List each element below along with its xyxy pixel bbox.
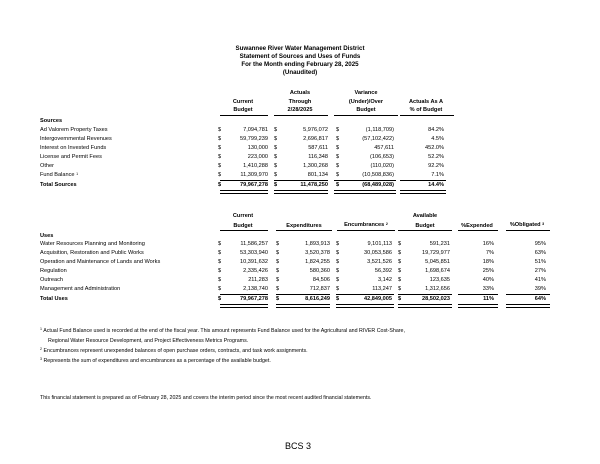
source-actual: 801,134 bbox=[307, 172, 328, 178]
dollar-sign: $ bbox=[218, 259, 222, 265]
dollar-sign: $ bbox=[336, 286, 340, 292]
total-uses-budget: 79,967,278 bbox=[240, 296, 268, 302]
dollar-sign: $ bbox=[274, 172, 278, 178]
use-encumbrances: 3,521,526 bbox=[367, 259, 392, 265]
dollar-sign: $ bbox=[218, 145, 222, 151]
use-encumbrances: 3,142 bbox=[378, 277, 392, 283]
report-title-line1: Suwannee River Water Management District bbox=[235, 45, 365, 52]
source-variance: (110,020) bbox=[370, 163, 394, 169]
source-variance: (10,508,836) bbox=[362, 172, 394, 178]
dollar-sign: $ bbox=[398, 241, 402, 247]
use-pct-expended: 40% bbox=[482, 277, 494, 283]
footnote-1-continued: Regional Water Resource Development, and Project Effectiveness Metrics Programs. bbox=[48, 338, 249, 344]
dollar-sign: $ bbox=[336, 127, 340, 133]
use-pct-expended: 18% bbox=[482, 259, 494, 265]
dollar-sign: $ bbox=[398, 250, 402, 256]
report-title-line4: (Unaudited) bbox=[282, 69, 318, 76]
col-date-label: 2/28/2025 bbox=[287, 107, 313, 113]
use-expenditures: 3,520,378 bbox=[305, 250, 330, 256]
col-current-label: Current bbox=[232, 99, 254, 105]
use-budget: 2,335,426 bbox=[243, 268, 268, 274]
uses-col-encumbrances-label: Encumbrances $^2$ bbox=[344, 222, 388, 228]
source-row-label: Fund Balance $^1$ bbox=[40, 172, 79, 178]
total-uses-encumbrances: 42,849,005 bbox=[364, 296, 392, 302]
dollar-sign: $ bbox=[218, 277, 222, 283]
dollar-sign: $ bbox=[276, 277, 280, 283]
source-budget: 7,094,781 bbox=[243, 127, 268, 133]
dollar-sign: $ bbox=[398, 277, 402, 283]
footnote-3: $^3$ Represents the sum of expenditures and encumbrances as a percentage of the available budget. bbox=[40, 357, 271, 364]
use-pct-expended: 16% bbox=[482, 241, 494, 247]
dollar-sign: $ bbox=[398, 259, 402, 265]
dollar-sign: $ bbox=[274, 136, 278, 142]
use-row-label: Operation and Maintenance of Lands and Works bbox=[40, 259, 161, 265]
use-budget: 211,283 bbox=[248, 277, 268, 283]
uses-col-pct-obligated-label: %Obligated $^3$ bbox=[509, 222, 545, 228]
dollar-sign: $ bbox=[276, 296, 280, 302]
source-variance: (106,653) bbox=[370, 154, 394, 160]
dollar-sign: $ bbox=[218, 182, 222, 188]
total-sources-actual: 11,478,250 bbox=[300, 182, 328, 188]
dollar-sign: $ bbox=[276, 241, 280, 247]
uses-section-label: Uses bbox=[40, 233, 54, 239]
dollar-sign: $ bbox=[274, 182, 278, 188]
use-encumbrances: 56,392 bbox=[374, 268, 392, 274]
source-budget: 11,309,970 bbox=[240, 172, 268, 178]
use-budget: 10,391,632 bbox=[240, 259, 268, 265]
col-pct-label: Actuals As A bbox=[408, 99, 444, 105]
use-encumbrances: 30,053,586 bbox=[364, 250, 392, 256]
source-budget: 1,410,288 bbox=[243, 163, 268, 169]
total-sources-budget: 79,967,278 bbox=[240, 182, 268, 188]
dollar-sign: $ bbox=[276, 286, 280, 292]
dollar-sign: $ bbox=[336, 241, 340, 247]
uses-col-available-budget-label: Budget bbox=[415, 223, 435, 229]
dollar-sign: $ bbox=[336, 296, 340, 302]
use-budget: 11,586,257 bbox=[240, 241, 268, 247]
use-encumbrances: 9,101,113 bbox=[367, 241, 392, 247]
dollar-sign: $ bbox=[336, 277, 340, 283]
col-through-label: Through bbox=[288, 99, 312, 105]
dollar-sign: $ bbox=[336, 250, 340, 256]
use-budget: 2,138,740 bbox=[243, 286, 268, 292]
dollar-sign: $ bbox=[218, 268, 222, 274]
use-pct-expended: 25% bbox=[482, 268, 494, 274]
total-sources-variance: (68,489,028) bbox=[362, 182, 394, 188]
source-pct: 92.2% bbox=[428, 163, 444, 169]
use-pct-obligated: 51% bbox=[534, 259, 546, 265]
dollar-sign: $ bbox=[274, 163, 278, 169]
dollar-sign: $ bbox=[218, 241, 222, 247]
report-title-line3: For the Month ending February 28, 2025 bbox=[241, 61, 359, 68]
dollar-sign: $ bbox=[218, 250, 222, 256]
source-variance: (57,102,422) bbox=[362, 136, 394, 142]
source-variance: 457,611 bbox=[374, 145, 394, 151]
dollar-sign: $ bbox=[276, 259, 280, 265]
use-row-label: Water Resources Planning and Monitoring bbox=[40, 241, 145, 247]
statement-note: This financial statement is prepared as of February 28, 2025 and covers the interim period since the most recent audited financial statements. bbox=[40, 395, 372, 401]
dollar-sign: $ bbox=[336, 172, 340, 178]
source-row-label: Intergovernmental Revenues bbox=[40, 136, 112, 142]
page-label: BCS 3 bbox=[285, 441, 312, 451]
total-uses-available: 28,502,023 bbox=[422, 296, 450, 302]
use-available: 591,231 bbox=[429, 241, 450, 247]
use-row-label: Acquisition, Restoration and Public Works bbox=[40, 250, 144, 256]
sources-section-label: Sources bbox=[40, 118, 63, 124]
total-uses-pct-obligated: 64% bbox=[534, 296, 546, 302]
source-actual: 2,696,817 bbox=[303, 136, 328, 142]
col-pct-budget-label: % of Budget bbox=[409, 107, 443, 113]
dollar-sign: $ bbox=[398, 286, 402, 292]
dollar-sign: $ bbox=[218, 136, 222, 142]
total-uses-label: Total Uses bbox=[40, 296, 68, 302]
use-pct-obligated: 63% bbox=[534, 250, 546, 256]
footnote-1: $^1$ Actual Fund Balance used is recorded at the end of the fiscal year. This amount represents Fund Balance used for the Agricultural and RIVER Cost-Share, bbox=[40, 327, 405, 334]
use-pct-obligated: 39% bbox=[534, 286, 546, 292]
use-available: 5,045,851 bbox=[425, 259, 450, 265]
source-actual: 1,300,268 bbox=[303, 163, 328, 169]
source-budget: 223,000 bbox=[247, 154, 268, 160]
dollar-sign: $ bbox=[336, 259, 340, 265]
use-available: 1,698,674 bbox=[425, 268, 450, 274]
dollar-sign: $ bbox=[398, 268, 402, 274]
dollar-sign: $ bbox=[274, 127, 278, 133]
dollar-sign: $ bbox=[336, 182, 340, 188]
source-row-label: Ad Valorem Property Taxes bbox=[40, 127, 108, 133]
use-expenditures: 1,824,255 bbox=[305, 259, 330, 265]
dollar-sign: $ bbox=[336, 145, 340, 151]
use-row-label: Outreach bbox=[40, 277, 64, 283]
dollar-sign: $ bbox=[218, 163, 222, 169]
use-expenditures: 712,837 bbox=[309, 286, 330, 292]
uses-col-budget-label: Budget bbox=[233, 223, 253, 229]
use-pct-obligated: 95% bbox=[534, 241, 546, 247]
total-sources-pct: 14.4% bbox=[428, 182, 444, 188]
dollar-sign: $ bbox=[398, 296, 402, 302]
dollar-sign: $ bbox=[274, 154, 278, 160]
col-variance-budget-label: Budget bbox=[356, 107, 376, 113]
use-expenditures: 84,506 bbox=[312, 277, 330, 283]
source-pct: 52.2% bbox=[428, 154, 444, 160]
source-row-label: License and Permit Fees bbox=[40, 154, 102, 160]
col-actuals-label: Actuals bbox=[289, 90, 311, 96]
source-actual: 5,976,072 bbox=[303, 127, 328, 133]
col-under-over-label: (Under)/Over bbox=[348, 99, 384, 105]
use-pct-expended: 7% bbox=[485, 250, 494, 256]
uses-col-available-label: Available bbox=[412, 213, 438, 219]
dollar-sign: $ bbox=[218, 172, 222, 178]
dollar-sign: $ bbox=[218, 296, 222, 302]
use-expenditures: 580,360 bbox=[309, 268, 330, 274]
dollar-sign: $ bbox=[218, 154, 222, 160]
total-sources-label: Total Sources bbox=[40, 182, 77, 188]
use-available: 1,312,656 bbox=[425, 286, 450, 292]
uses-col-current-label: Current bbox=[232, 213, 254, 219]
report-title-line2: Statement of Sources and Uses of Funds bbox=[239, 53, 361, 60]
dollar-sign: $ bbox=[336, 163, 340, 169]
use-pct-obligated: 27% bbox=[534, 268, 546, 274]
use-row-label: Management and Administration bbox=[40, 286, 121, 292]
source-actual: 116,348 bbox=[308, 154, 328, 160]
source-pct: 84.2% bbox=[428, 127, 444, 133]
source-row-label: Interest on Invested Funds bbox=[40, 145, 107, 151]
source-budget: 130,000 bbox=[247, 145, 268, 151]
dollar-sign: $ bbox=[276, 268, 280, 274]
dollar-sign: $ bbox=[336, 268, 340, 274]
footnote-2: $^2$ Encumbrances represent unexpended balances of open purchase orders, contracts, and task work assignments. bbox=[40, 347, 308, 354]
use-expenditures: 1,893,913 bbox=[305, 241, 330, 247]
source-pct: 452.0% bbox=[425, 145, 444, 151]
use-encumbrances: 113,247 bbox=[372, 286, 392, 292]
uses-col-expenditures-label: Expenditures bbox=[286, 223, 322, 229]
total-uses-pct-expended: 11% bbox=[483, 296, 494, 302]
source-pct: 7.1% bbox=[431, 172, 444, 178]
dollar-sign: $ bbox=[336, 136, 340, 142]
uses-col-pct-expended-label: %Expended bbox=[461, 223, 493, 229]
source-row-label: Other bbox=[40, 163, 54, 169]
total-uses-expenditures: 8,616,249 bbox=[305, 296, 330, 302]
col-variance-label: Variance bbox=[354, 90, 378, 96]
source-pct: 4.5% bbox=[431, 136, 444, 142]
source-actual: 587,611 bbox=[308, 145, 328, 151]
source-variance: (1,118,709) bbox=[365, 127, 394, 133]
use-budget: 53,303,940 bbox=[240, 250, 268, 256]
dollar-sign: $ bbox=[274, 145, 278, 151]
dollar-sign: $ bbox=[218, 286, 222, 292]
use-row-label: Regulation bbox=[40, 268, 67, 274]
use-pct-obligated: 41% bbox=[534, 277, 546, 283]
use-pct-expended: 33% bbox=[482, 286, 494, 292]
col-budget-label: Budget bbox=[233, 107, 253, 113]
use-available: 19,729,977 bbox=[422, 250, 450, 256]
dollar-sign: $ bbox=[218, 127, 222, 133]
source-budget: 59,799,239 bbox=[240, 136, 268, 142]
dollar-sign: $ bbox=[336, 154, 340, 160]
dollar-sign: $ bbox=[276, 250, 280, 256]
use-available: 123,635 bbox=[429, 277, 450, 283]
